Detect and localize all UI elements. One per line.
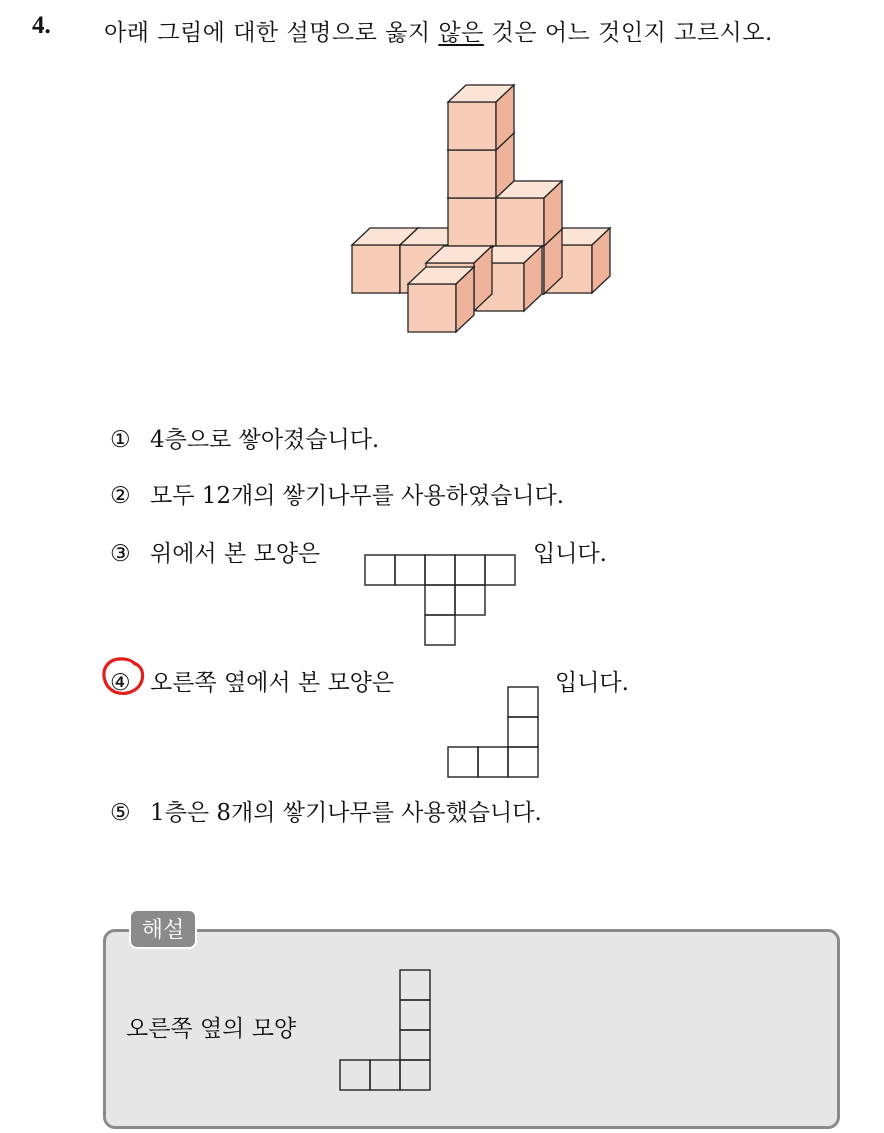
question-text-underlined: 않은: [438, 20, 484, 46]
choice-mark: ②: [110, 483, 131, 509]
question-text-after: 것은 어느 것인지 고르시오.: [483, 20, 773, 46]
choice-text: 4층으로 쌓아졌습니다.: [150, 427, 380, 453]
choice-text: 위에서 본 모양은: [150, 541, 321, 567]
choice-mark: ⑤: [110, 800, 131, 826]
choice-mark: ①: [110, 427, 131, 453]
explanation-tag: 해설: [129, 909, 197, 949]
explanation-text: 오른쪽 옆의 모양: [126, 1016, 297, 1042]
choice-mark: ③: [110, 541, 131, 567]
choice-mark: ④: [110, 670, 131, 696]
choice-3-suffix: 입니다.: [533, 541, 607, 567]
choice-text: 오른쪽 옆에서 본 모양은: [150, 670, 395, 696]
choice-text: 1층은 8개의 쌓기나무를 사용했습니다.: [150, 800, 542, 826]
choice-text: 모두 12개의 쌓기나무를 사용하였습니다.: [150, 483, 564, 509]
question-number: 4.: [32, 12, 51, 39]
question-text-before: 아래 그림에 대한 설명으로 옳지: [104, 20, 439, 46]
choice-4-suffix: 입니다.: [555, 670, 629, 696]
